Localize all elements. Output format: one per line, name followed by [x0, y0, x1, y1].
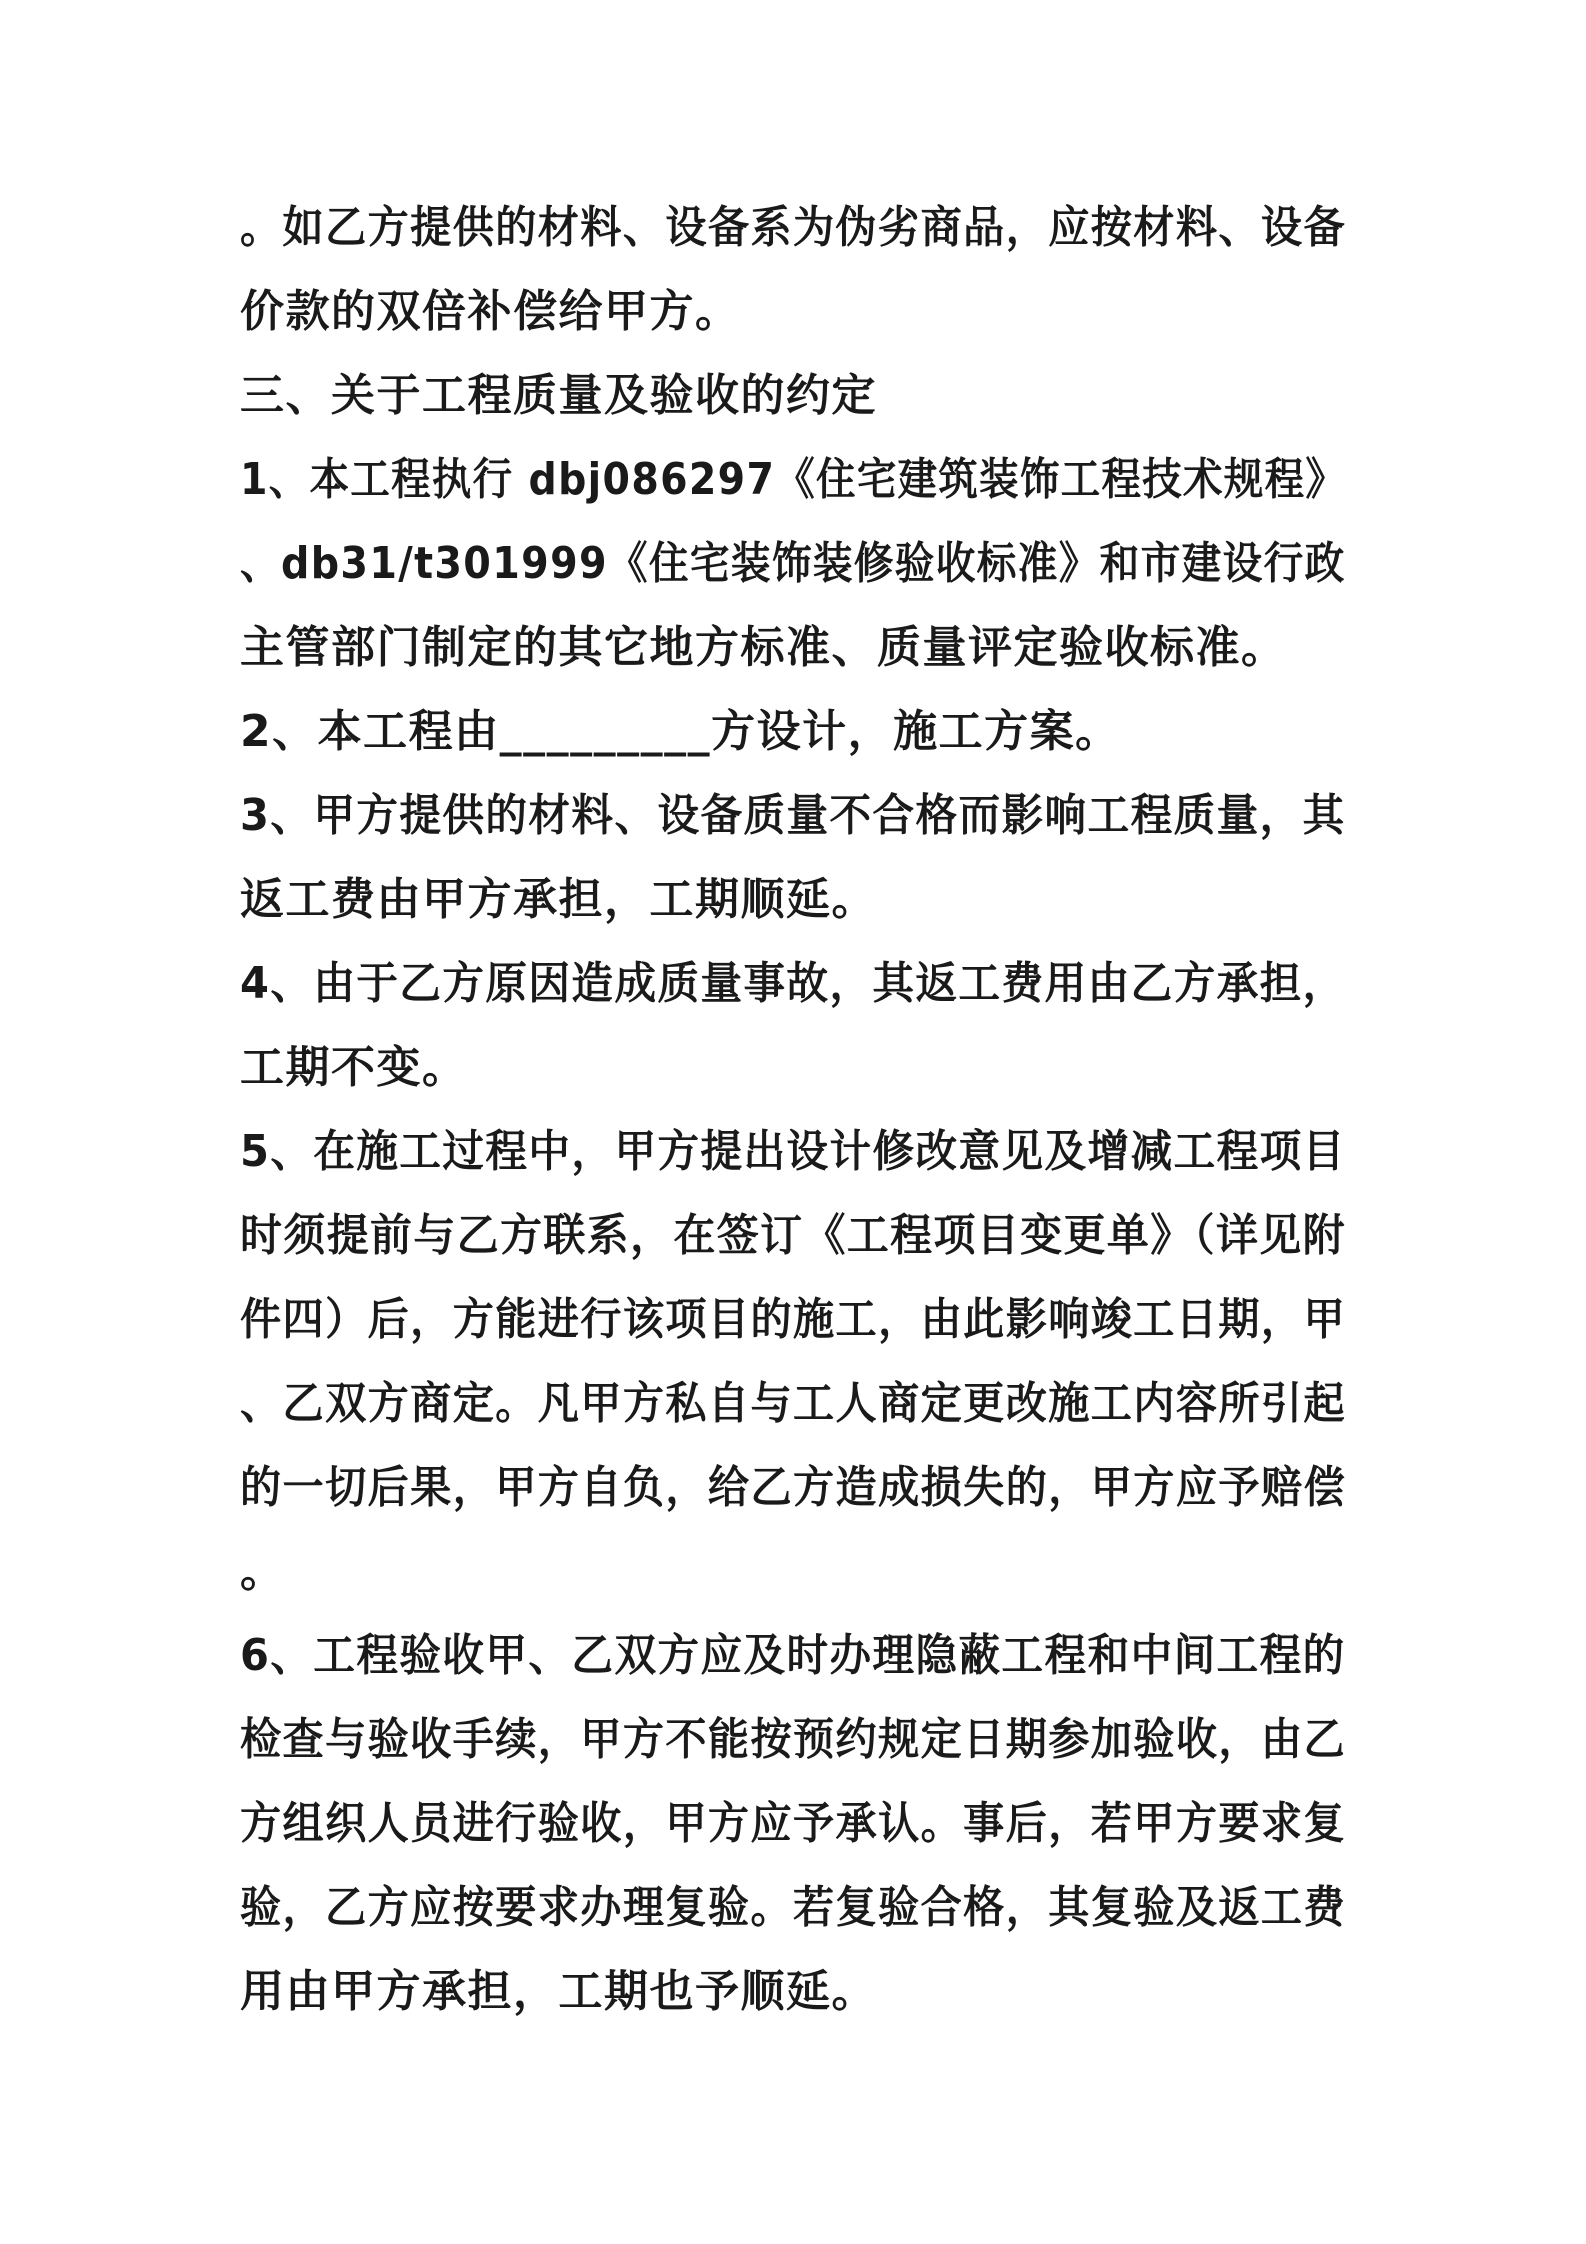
section-heading: 三、关于工程质量及验收的约定 [240, 370, 877, 421]
text-line: 工期不变。 [240, 1042, 468, 1093]
text-line: 返工费由甲方承担，工期顺延。 [240, 874, 877, 925]
text-line: 4、由于乙方原因造成质量事故，其返工费用由乙方承担， [240, 958, 1346, 1009]
text-line: 方组织人员进行验收，甲方应予承认。事后，若甲方要求复 [240, 1798, 1346, 1849]
text-line: 件四）后，方能进行该项目的施工，由此影响竣工日期，甲 [240, 1294, 1346, 1345]
text-line: 验，乙方应按要求办理复验。若复验合格，其复验及返工费 [240, 1882, 1346, 1933]
text-line: 时须提前与乙方联系，在签订《工程项目变更单》（详见附 [240, 1210, 1346, 1261]
text-line: 价款的双倍补偿给甲方。 [240, 286, 741, 337]
text-line: 2、本工程由_________方设计，施工方案。 [240, 706, 1121, 757]
text-line: 1、本工程执行 dbj086297《住宅建筑装饰工程技术规程》 [240, 454, 1347, 505]
text-line: 的一切后果，甲方自负，给乙方造成损失的，甲方应予赔偿 [240, 1462, 1346, 1513]
text-line: 用由甲方承担，工期也予顺延。 [240, 1966, 877, 2017]
text-line: 3、甲方提供的材料、设备质量不合格而影响工程质量，其 [240, 790, 1346, 841]
text-line: 检查与验收手续，甲方不能按预约规定日期参加验收，由乙 [240, 1714, 1346, 1765]
text-line: 。 [240, 1546, 286, 1597]
text-line: 、乙双方商定。凡甲方私自与工人商定更改施工内容所引起 [240, 1378, 1346, 1429]
text-line: 主管部门制定的其它地方标准、质量评定验收标准。 [240, 622, 1287, 673]
text-line: 、db31/t301999《住宅装饰装修验收标准》和市建设行政 [240, 538, 1346, 589]
text-line: 6、工程验收甲、乙双方应及时办理隐蔽工程和中间工程的 [240, 1630, 1346, 1681]
text-line: 5、在施工过程中，甲方提出设计修改意见及增减工程项目 [240, 1126, 1346, 1177]
text-line: 。如乙方提供的材料、设备系为伪劣商品，应按材料、设备 [240, 202, 1346, 253]
